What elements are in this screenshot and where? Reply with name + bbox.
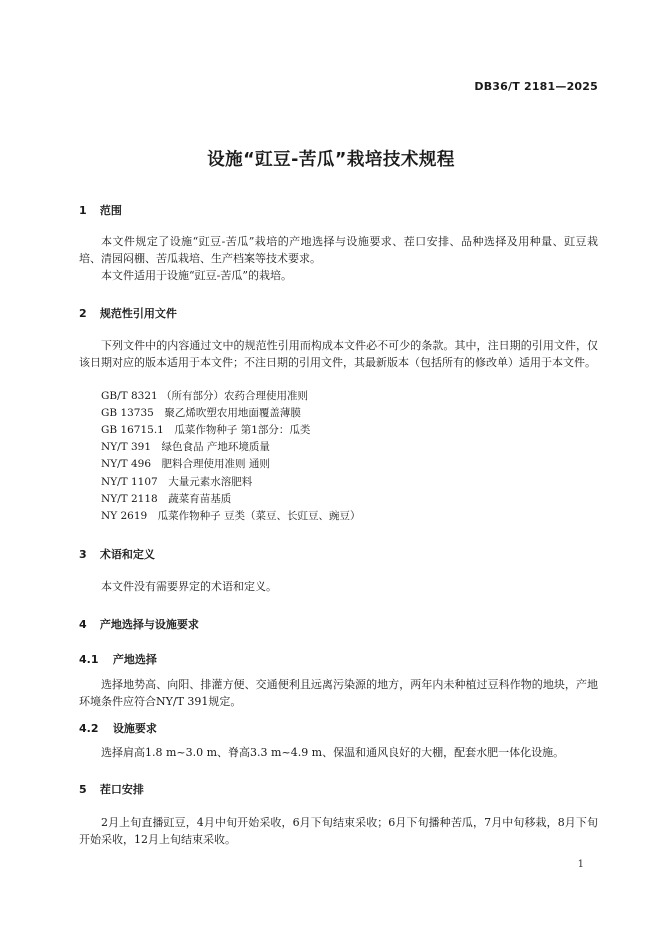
section-title: 规范性引用文件 xyxy=(99,307,177,320)
section-title: 产地选择与设施要求 xyxy=(99,618,199,631)
section-1-paragraph-1: 本文件规定了设施“豇豆-苦瓜”栽培的产地选择与设施要求、茬口安排、品种选择及用种量、豇豆栽培、清园闷棚、苦瓜栽培、生产档案等技术要求。 xyxy=(79,235,598,265)
reference-item: GB 13735 聚乙烯吹塑农用地面覆盖薄膜 xyxy=(101,407,301,419)
section-number: 3 xyxy=(79,548,87,561)
subsection-title: 产地选择 xyxy=(112,653,157,666)
document-title: 设施“豇豆-苦瓜”栽培技术规程 xyxy=(207,150,455,170)
subsection-4-1-heading xyxy=(79,651,157,667)
section-title: 茬口安排 xyxy=(99,783,144,796)
reference-item: NY/T 1107 大量元素水溶肥料 xyxy=(101,476,253,488)
reference-item: NY/T 391 绿色食品 产地环境质量 xyxy=(101,441,270,453)
section-number: 4 xyxy=(79,618,87,631)
section-number: 1 xyxy=(79,204,87,217)
subsection-4-2-heading xyxy=(79,720,157,736)
section-3-paragraph: 本文件没有需要界定的术语和定义。 xyxy=(101,580,277,593)
section-1-paragraph-2: 本文件适用于设施“豇豆-苦瓜”的栽培。 xyxy=(101,269,292,282)
page-number: 1 xyxy=(577,859,584,870)
section-title: 范围 xyxy=(99,204,122,217)
reference-item: GB 16715.1 瓜菜作物种子 第1部分：瓜类 xyxy=(101,424,311,436)
section-number: 2 xyxy=(79,307,87,320)
section-3-heading xyxy=(79,546,155,562)
section-5-heading xyxy=(79,781,144,797)
section-title: 术语和定义 xyxy=(99,548,155,561)
section-2-heading xyxy=(79,305,177,321)
section-5-paragraph: 2月上旬直播豇豆，4月中旬开始采收，6月下旬结束采收；6月下旬播种苦瓜，7月中旬移栽，8月下旬开始采收，12月上旬结束采收。 xyxy=(79,816,598,846)
subsection-number: 4.2 xyxy=(79,722,99,735)
subsection-4-2-paragraph: 选择肩高1.8 m~3.0 m、脊高3.3 m~4.9 m、保温和通风良好的大棚，配套水肥一体化设施。 xyxy=(101,746,565,759)
section-1-heading xyxy=(79,202,122,218)
subsection-number: 4.1 xyxy=(79,653,99,666)
section-4-heading xyxy=(79,616,199,632)
reference-item: GB/T 8321 （所有部分）农药合理使用准则 xyxy=(101,390,309,402)
reference-item: NY 2619 瓜菜作物种子 豆类（菜豆、长豇豆、豌豆） xyxy=(101,510,361,522)
reference-item: NY/T 2118 蔬菜育苗基质 xyxy=(101,493,232,505)
subsection-title: 设施要求 xyxy=(112,722,157,735)
reference-item: NY/T 496 肥料合理使用准则 通则 xyxy=(101,458,270,470)
section-number: 5 xyxy=(79,783,87,796)
section-2-intro: 下列文件中的内容通过文中的规范性引用而构成本文件必不可少的条款。其中，注日期的引用文件，仅该日期对应的版本适用于本文件；不注日期的引用文件，其最新版本（包括所有的修改单）适用于本文件。 xyxy=(79,339,598,369)
document-code: DB36/T 2181—2025 xyxy=(474,80,598,93)
subsection-4-1-paragraph: 选择地势高、向阳、排灌方便、交通便利且远离污染源的地方，两年内未种植过豆科作物的地块，产地环境条件应符合NY/T 391规定。 xyxy=(79,678,598,708)
